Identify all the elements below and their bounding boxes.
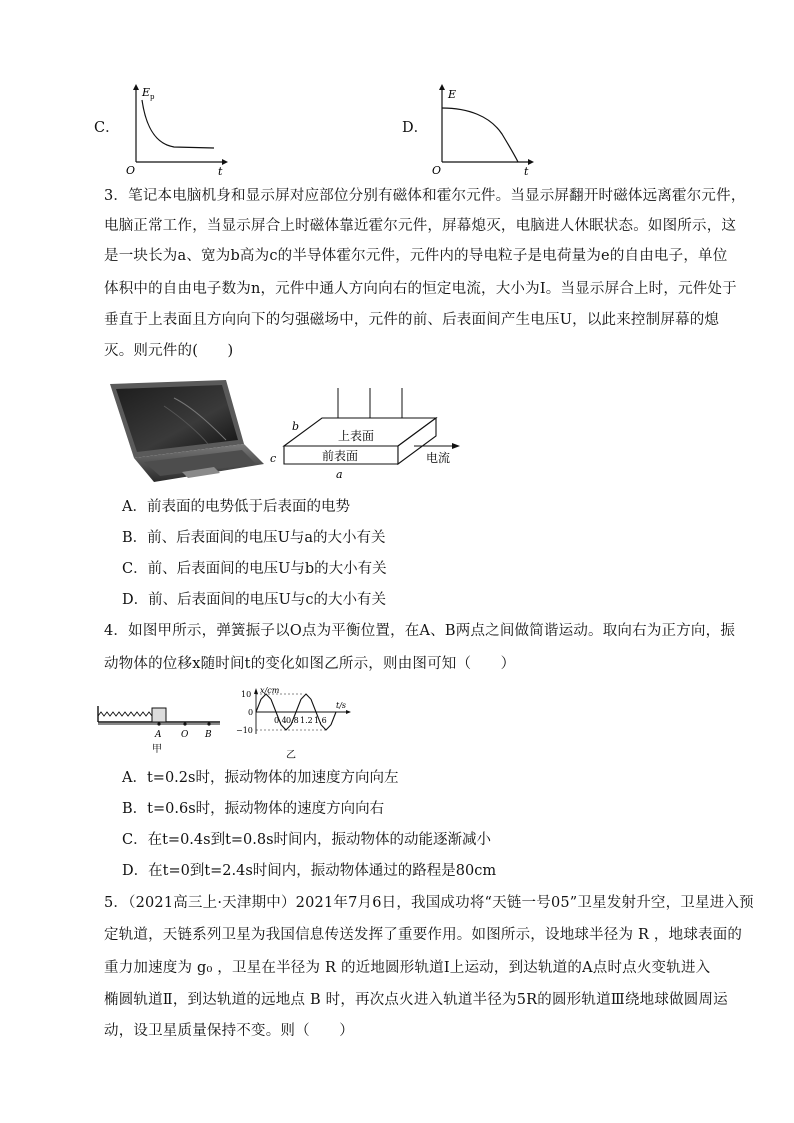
xt-chart-xtick-0-8: 0.8: [286, 716, 299, 725]
q3-line-6: 灭。则元件的( ): [104, 343, 234, 359]
q4-option-a[interactable]: A．t=0.2s时，振动物体的加速度方向向左: [122, 770, 399, 786]
xt-chart-ytick-10: 10: [241, 690, 252, 699]
q5-line-3: 重力加速度为 g₀ ，卫星在半径为 R 的近地圆形轨道Ⅰ上运动，到达轨道的A点时点火变轨进入: [104, 960, 711, 976]
option-d-label: D．: [402, 120, 429, 136]
q4-option-d[interactable]: D．在t=0到t=2.4s时间内，振动物体通过的路程是80cm: [122, 863, 497, 879]
q3-line-3: 是一块长为a、宽为b高为c的半导体霍尔元件，元件内的导电粒子是电荷量为e的自由电子，单位: [104, 248, 728, 264]
graph-d-y-label: E: [448, 88, 457, 101]
hall-label-top: 上表面: [338, 429, 375, 443]
q3-line-5: 垂直于上表面且方向向下的匀强磁场中，元件的前、后表面间产生电压U，以此来控制屏幕的熄: [104, 312, 720, 328]
hall-label-c: c: [270, 452, 277, 465]
q4-option-b[interactable]: B．t=0.6s时，振动物体的速度方向向右: [122, 801, 385, 817]
q3-option-b[interactable]: B．前、后表面间的电压U与a的大小有关: [122, 530, 386, 546]
option-c-label: C．: [94, 120, 120, 136]
spring-label-o: O: [181, 730, 189, 740]
q5-line-1: 5．（2021高三上·天津期中）2021年7月6日，我国成功将“天链一号05”卫星发射升空，卫星进入预: [104, 895, 754, 911]
q3-line-1: 3．笔记本电脑机身和显示屏对应部位分别有磁体和霍尔元件。当显示屏翻开时磁体远离霍尔元件，: [104, 188, 746, 204]
xt-chart-ytick-neg10: −10: [236, 726, 253, 735]
q5-line-5: 动，设卫星质量保持不变。则（ ）: [104, 1023, 354, 1039]
hall-label-current: 电流: [426, 451, 451, 465]
q5-line-4: 椭圆轨道Ⅱ，到达轨道的远地点 B 时，再次点火进入轨道半径为5R的圆形轨道Ⅲ绕地球做圆周运: [104, 992, 728, 1008]
graph-d-origin: O: [432, 164, 442, 177]
q3-option-d[interactable]: D．前、后表面间的电压U与c的大小有关: [122, 592, 386, 608]
q3-line-4: 体积中的自由电子数为n，元件中通人方向向右的恒定电流，大小为I。当显示屏合上时，元件处于: [104, 281, 737, 297]
q5-line-2: 定轨道，天链系列卫星为我国信息传送发挥了重要作用。如图所示，设地球半径为 R ，地球表面的: [104, 927, 743, 943]
laptop-photo: [104, 378, 266, 484]
spring-oscillator-figure: [94, 692, 224, 760]
hall-label-b: b: [292, 420, 300, 433]
hall-label-front: 前表面: [322, 449, 359, 463]
graph-c-y-label: E: [142, 86, 151, 99]
xt-chart-xtick-0-4: 0.4: [274, 716, 287, 725]
spring-label-b: B: [205, 730, 212, 740]
graph-c-ep-decay: [122, 82, 232, 178]
graph-c-x-label: t: [218, 165, 223, 178]
hall-label-a: a: [336, 468, 343, 481]
xt-chart: [232, 686, 356, 766]
q4-line-2: 动物体的位移x随时间t的变化如图乙所示，则由图可知（ ）: [104, 656, 516, 672]
q4-option-c[interactable]: C．在t=0.4s到t=0.8s时间内，振动物体的动能逐渐减小: [122, 832, 492, 848]
q4-line-1: 4．如图甲所示，弹簧振子以O点为平衡位置，在A、B两点之间做简谐运动。取向右为正方向，振: [104, 623, 736, 639]
spring-caption: 甲: [152, 744, 162, 755]
q3-option-a[interactable]: A．前表面的电势低于后表面的电势: [122, 499, 350, 515]
graph-c-y-sub: p: [150, 93, 155, 101]
xt-chart-y-label: x/cm: [260, 686, 280, 695]
xt-chart-xtick-1-6: 1.6: [314, 716, 327, 725]
q3-option-c[interactable]: C．前、后表面间的电压U与b的大小有关: [122, 561, 387, 577]
xt-chart-x-label: t/s: [336, 701, 347, 710]
graph-d-e-decrease: [428, 82, 538, 178]
graph-d-x-label: t: [524, 165, 529, 178]
spring-label-a: A: [155, 730, 162, 740]
hall-element-figure: [266, 380, 476, 484]
xt-chart-caption: 乙: [286, 750, 296, 761]
graph-c-origin: O: [126, 164, 136, 177]
q3-line-2: 电脑正常工作，当显示屏合上时磁体靠近霍尔元件，屏幕熄灭，电脑进人休眠状态。如图所示，这: [104, 218, 737, 234]
xt-chart-ytick-0: 0: [248, 708, 254, 717]
xt-chart-xtick-1-2: 1.2: [300, 716, 313, 725]
